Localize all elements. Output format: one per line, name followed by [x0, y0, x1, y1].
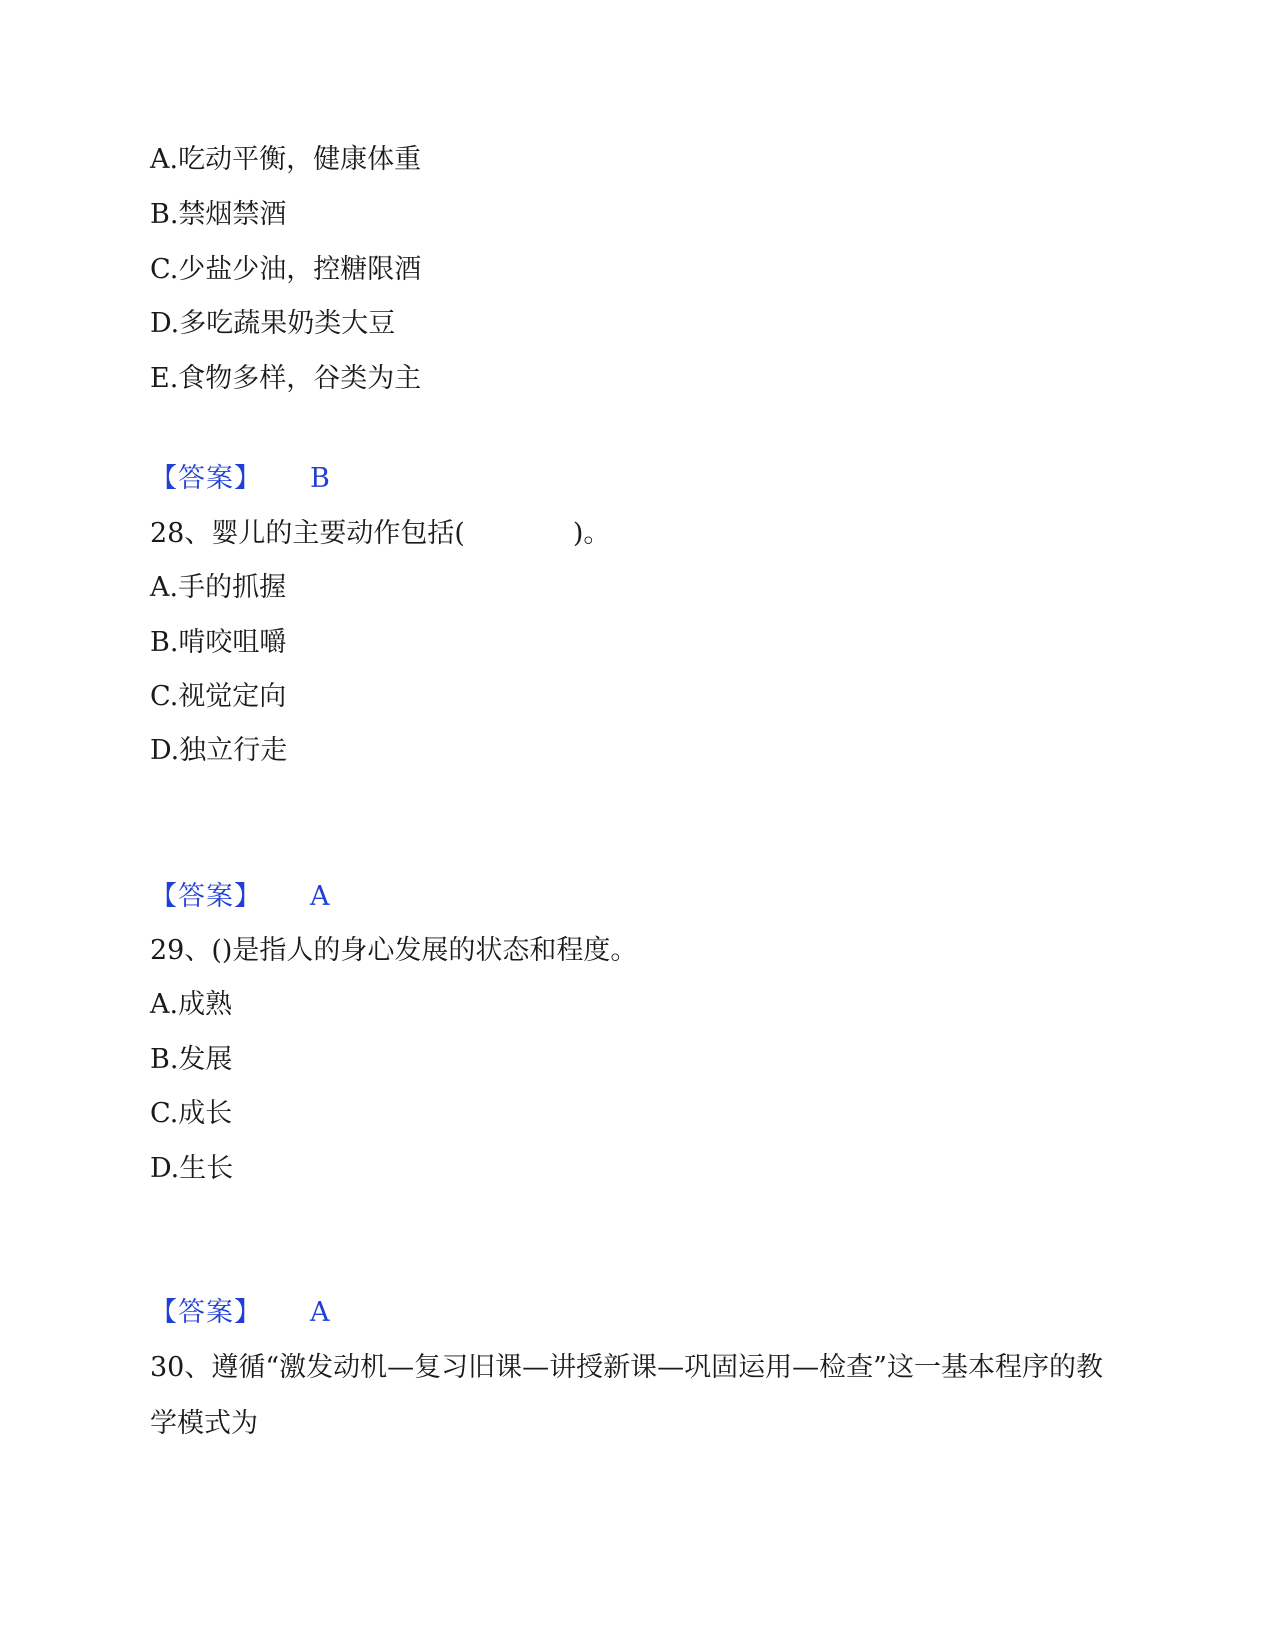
q27-option-c: C.少盐少油，控糖限酒	[150, 254, 422, 285]
q29-option-b: B.发展	[150, 1044, 233, 1075]
q28-option-c: C.视觉定向	[150, 681, 287, 712]
answer-label: 【答案】	[150, 881, 262, 912]
q29-option-d: D.生长	[150, 1153, 234, 1184]
answer-value: B	[310, 463, 330, 494]
answer-value: A	[310, 1297, 330, 1328]
q28-option-d: D.独立行走	[150, 735, 288, 766]
q28-option-b: B.啃咬咀嚼	[150, 627, 287, 658]
answer-value: A	[310, 881, 330, 912]
q27-option-b: B.禁烟禁酒	[150, 199, 287, 230]
q27-option-e: E.食物多样，谷类为主	[150, 363, 422, 394]
q29-answer	[150, 1296, 330, 1330]
q29-question: 29、()是指人的身心发展的状态和程度。	[150, 935, 638, 966]
q27-option-a: A.吃动平衡，健康体重	[150, 144, 422, 175]
q28-question: 28、婴儿的主要动作包括( )。	[150, 518, 611, 549]
q29-option-c: C.成长	[150, 1098, 233, 1129]
q28-answer	[150, 880, 330, 914]
q27-answer	[150, 462, 330, 496]
answer-label: 【答案】	[150, 1297, 262, 1328]
q29-option-a: A.成熟	[150, 989, 233, 1020]
q27-option-d: D.多吃蔬果奶类大豆	[150, 308, 396, 339]
q28-option-a: A.手的抓握	[150, 572, 287, 603]
answer-label: 【答案】	[150, 463, 262, 494]
q30-question: 30、遵循“激发动机—复习旧课—讲授新课—巩固运用—检查”这一基本程序的教学模式为	[150, 1352, 1103, 1439]
